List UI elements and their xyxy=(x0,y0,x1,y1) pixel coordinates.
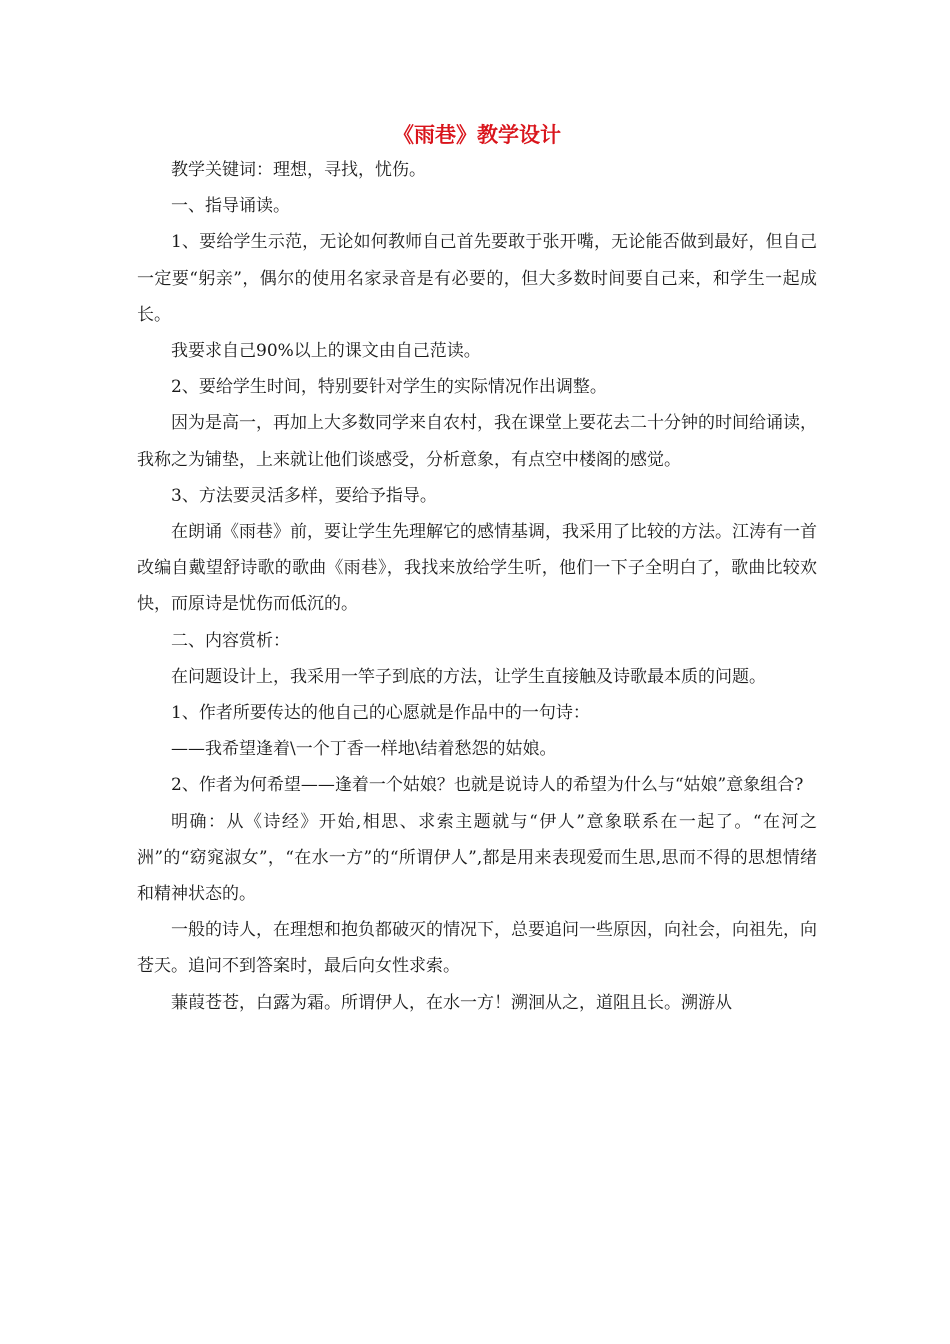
document-title: 《雨巷》教学设计 xyxy=(393,122,561,147)
body-paragraph: 我要求自己90%以上的课文由自己范读。 xyxy=(171,341,481,362)
body-paragraph: 3、方法要灵活多样，要给予指导。 xyxy=(171,485,437,506)
keywords-paragraph: 教学关键词：理想，寻找，忧伤。 xyxy=(171,160,426,180)
body-paragraph: 在朗诵《雨巷》前，要让学生先理解它的感情基调，我采用了比较的方法。江涛有一首改编自戴望舒诗歌的歌曲《雨巷》，我找来放给学生听，他们一下子全明白了，歌曲比较欢快，而原诗是忧伤而低沉的。 xyxy=(137,522,817,615)
body-paragraph: 2、作者为何希望——逢着一个姑娘？也就是说诗人的希望为什么与“姑娘”意象组合? xyxy=(171,775,804,796)
poem-quote: ——我希望逢着\一个丁香一样地\结着愁怨的姑娘。 xyxy=(171,739,557,760)
body-paragraph: 1、作者所要传达的他自己的心愿就是作品中的一句诗： xyxy=(171,703,590,724)
body-paragraph: 蒹葭苍苍，白露为霜。所谓伊人，在水一方！溯洄从之，道阻且长。溯游从 xyxy=(171,992,732,1013)
body-paragraph: 明确：从《诗经》开始,相思、求索主题就与“伊人”意象联系在一起了。“在河之洲”的“窈窕淑女”，“在水一方”的“所谓伊人”,都是用来表现爱而生思,思而不得的思想情绪和精神状态的。 xyxy=(137,811,817,905)
document-page xyxy=(137,118,817,1021)
body-paragraph: 1、要给学生示范，无论如何教师自己首先要敢于张开嘴，无论能否做到最好，但自己一定要“躬亲”，偶尔的使用名家录音是有必要的，但大多数时间要自己来，和学生一起成长。 xyxy=(137,232,817,325)
body-paragraph: 一般的诗人，在理想和抱负都破灭的情况下，总要追问一些原因，向社会，向祖先，向苍天。追问不到答案时，最后向女性求索。 xyxy=(137,920,817,977)
section-heading-reading: 一、指导诵读。 xyxy=(171,196,290,217)
section-heading-analysis: 二、内容赏析： xyxy=(171,630,290,651)
body-paragraph: 因为是高一，再加上大多数同学来自农村，我在课堂上要花去二十分钟的时间给诵读，我称之为铺垫，上来就让他们谈感受，分析意象，有点空中楼阁的感觉。 xyxy=(137,413,817,470)
body-paragraph: 在问题设计上，我采用一竿子到底的方法，让学生直接触及诗歌最本质的问题。 xyxy=(171,666,766,687)
body-paragraph: 2、要给学生时间，特别要针对学生的实际情况作出调整。 xyxy=(171,377,607,398)
